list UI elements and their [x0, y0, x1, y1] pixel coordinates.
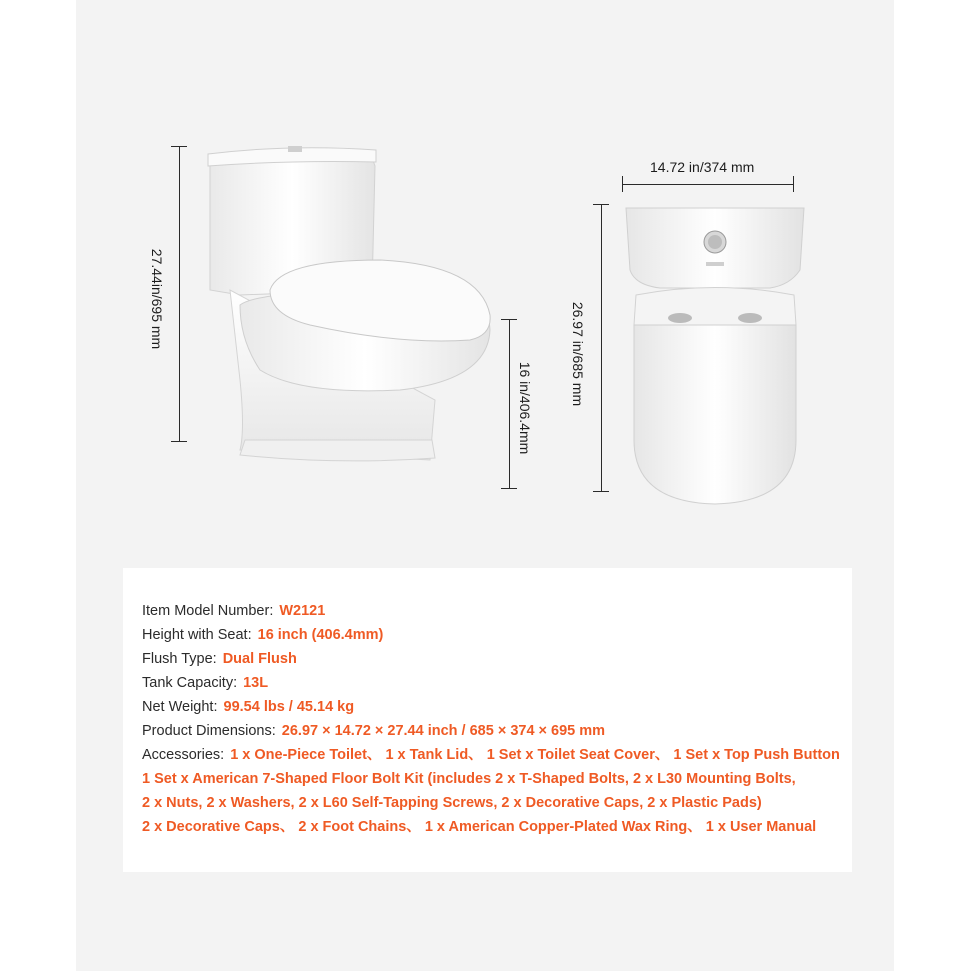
width-label: 14.72 in/374 mm: [650, 159, 755, 175]
spec-accessories-line-1: 1 x One-Piece Toilet、 1 x Tank Lid、 1 Set x Toilet Seat Cover、 1 Set x Top Push Button: [230, 747, 840, 763]
spec-model-label: Item Model Number:: [142, 603, 274, 619]
spec-dimensions-label: Product Dimensions:: [142, 723, 276, 739]
depth-dimension-line: [601, 204, 602, 492]
toilet-front-view-image: [620, 200, 810, 510]
spec-model-value: W2121: [279, 603, 326, 619]
height-dimension-tick-top: [171, 146, 187, 147]
spec-tank-row: [142, 671, 268, 695]
seat-height-label: 16 in/406.4mm: [517, 361, 533, 455]
spec-accessories-line-4: 2 x Decorative Caps、 2 x Foot Chains、 1 x American Copper-Plated Wax Ring、 1 x User Manual: [142, 819, 817, 835]
spec-weight-label: Net Weight:: [142, 699, 218, 715]
spec-dimensions-row: [142, 719, 605, 743]
spec-model-row: [142, 599, 325, 623]
spec-tank-label: Tank Capacity:: [142, 675, 238, 691]
height-dimension-line: [179, 146, 180, 442]
spec-flush-value: Dual Flush: [222, 651, 297, 667]
spec-accessories-line-3: 2 x Nuts, 2 x Washers, 2 x L60 Self-Tapping Screws, 2 x Decorative Caps, 2 x Plastic Pads): [142, 795, 762, 811]
seat-height-tick-top: [501, 319, 517, 320]
height-dimension-tick-bottom: [171, 441, 187, 442]
toilet-side-view-image: [200, 140, 500, 510]
seat-height-dimension-line: [509, 319, 510, 489]
seat-height-tick-bottom: [501, 488, 517, 489]
spec-weight-row: [142, 695, 354, 719]
width-dimension-line: [622, 184, 794, 185]
spec-height-value: 16 inch (406.4mm): [257, 627, 384, 643]
spec-weight-value: 99.54 lbs / 45.14 kg: [223, 699, 355, 715]
spec-height-label: Height with Seat:: [142, 627, 252, 643]
spec-accessories-label: Accessories:: [142, 747, 225, 763]
depth-label: 26.97 in/685 mm: [570, 301, 586, 407]
spec-flush-label: Flush Type:: [142, 651, 217, 667]
spec-height-row: [142, 623, 383, 647]
spec-flush-row: [142, 647, 297, 671]
spec-dimensions-value: 26.97 × 14.72 × 27.44 inch / 685 × 374 × 695 mm: [281, 723, 606, 739]
width-tick-left: [622, 176, 623, 192]
overall-height-label: 27.44in/695 mm: [149, 248, 165, 350]
spec-tank-value: 13L: [243, 675, 269, 691]
depth-tick-bottom: [593, 491, 609, 492]
spec-accessories-line-2: 1 Set x American 7-Shaped Floor Bolt Kit (includes 2 x T-Shaped Bolts, 2 x L30 Mounting Bolts,: [142, 771, 796, 787]
spec-accessories-row: [142, 743, 840, 767]
width-tick-right: [793, 176, 794, 192]
depth-tick-top: [593, 204, 609, 205]
